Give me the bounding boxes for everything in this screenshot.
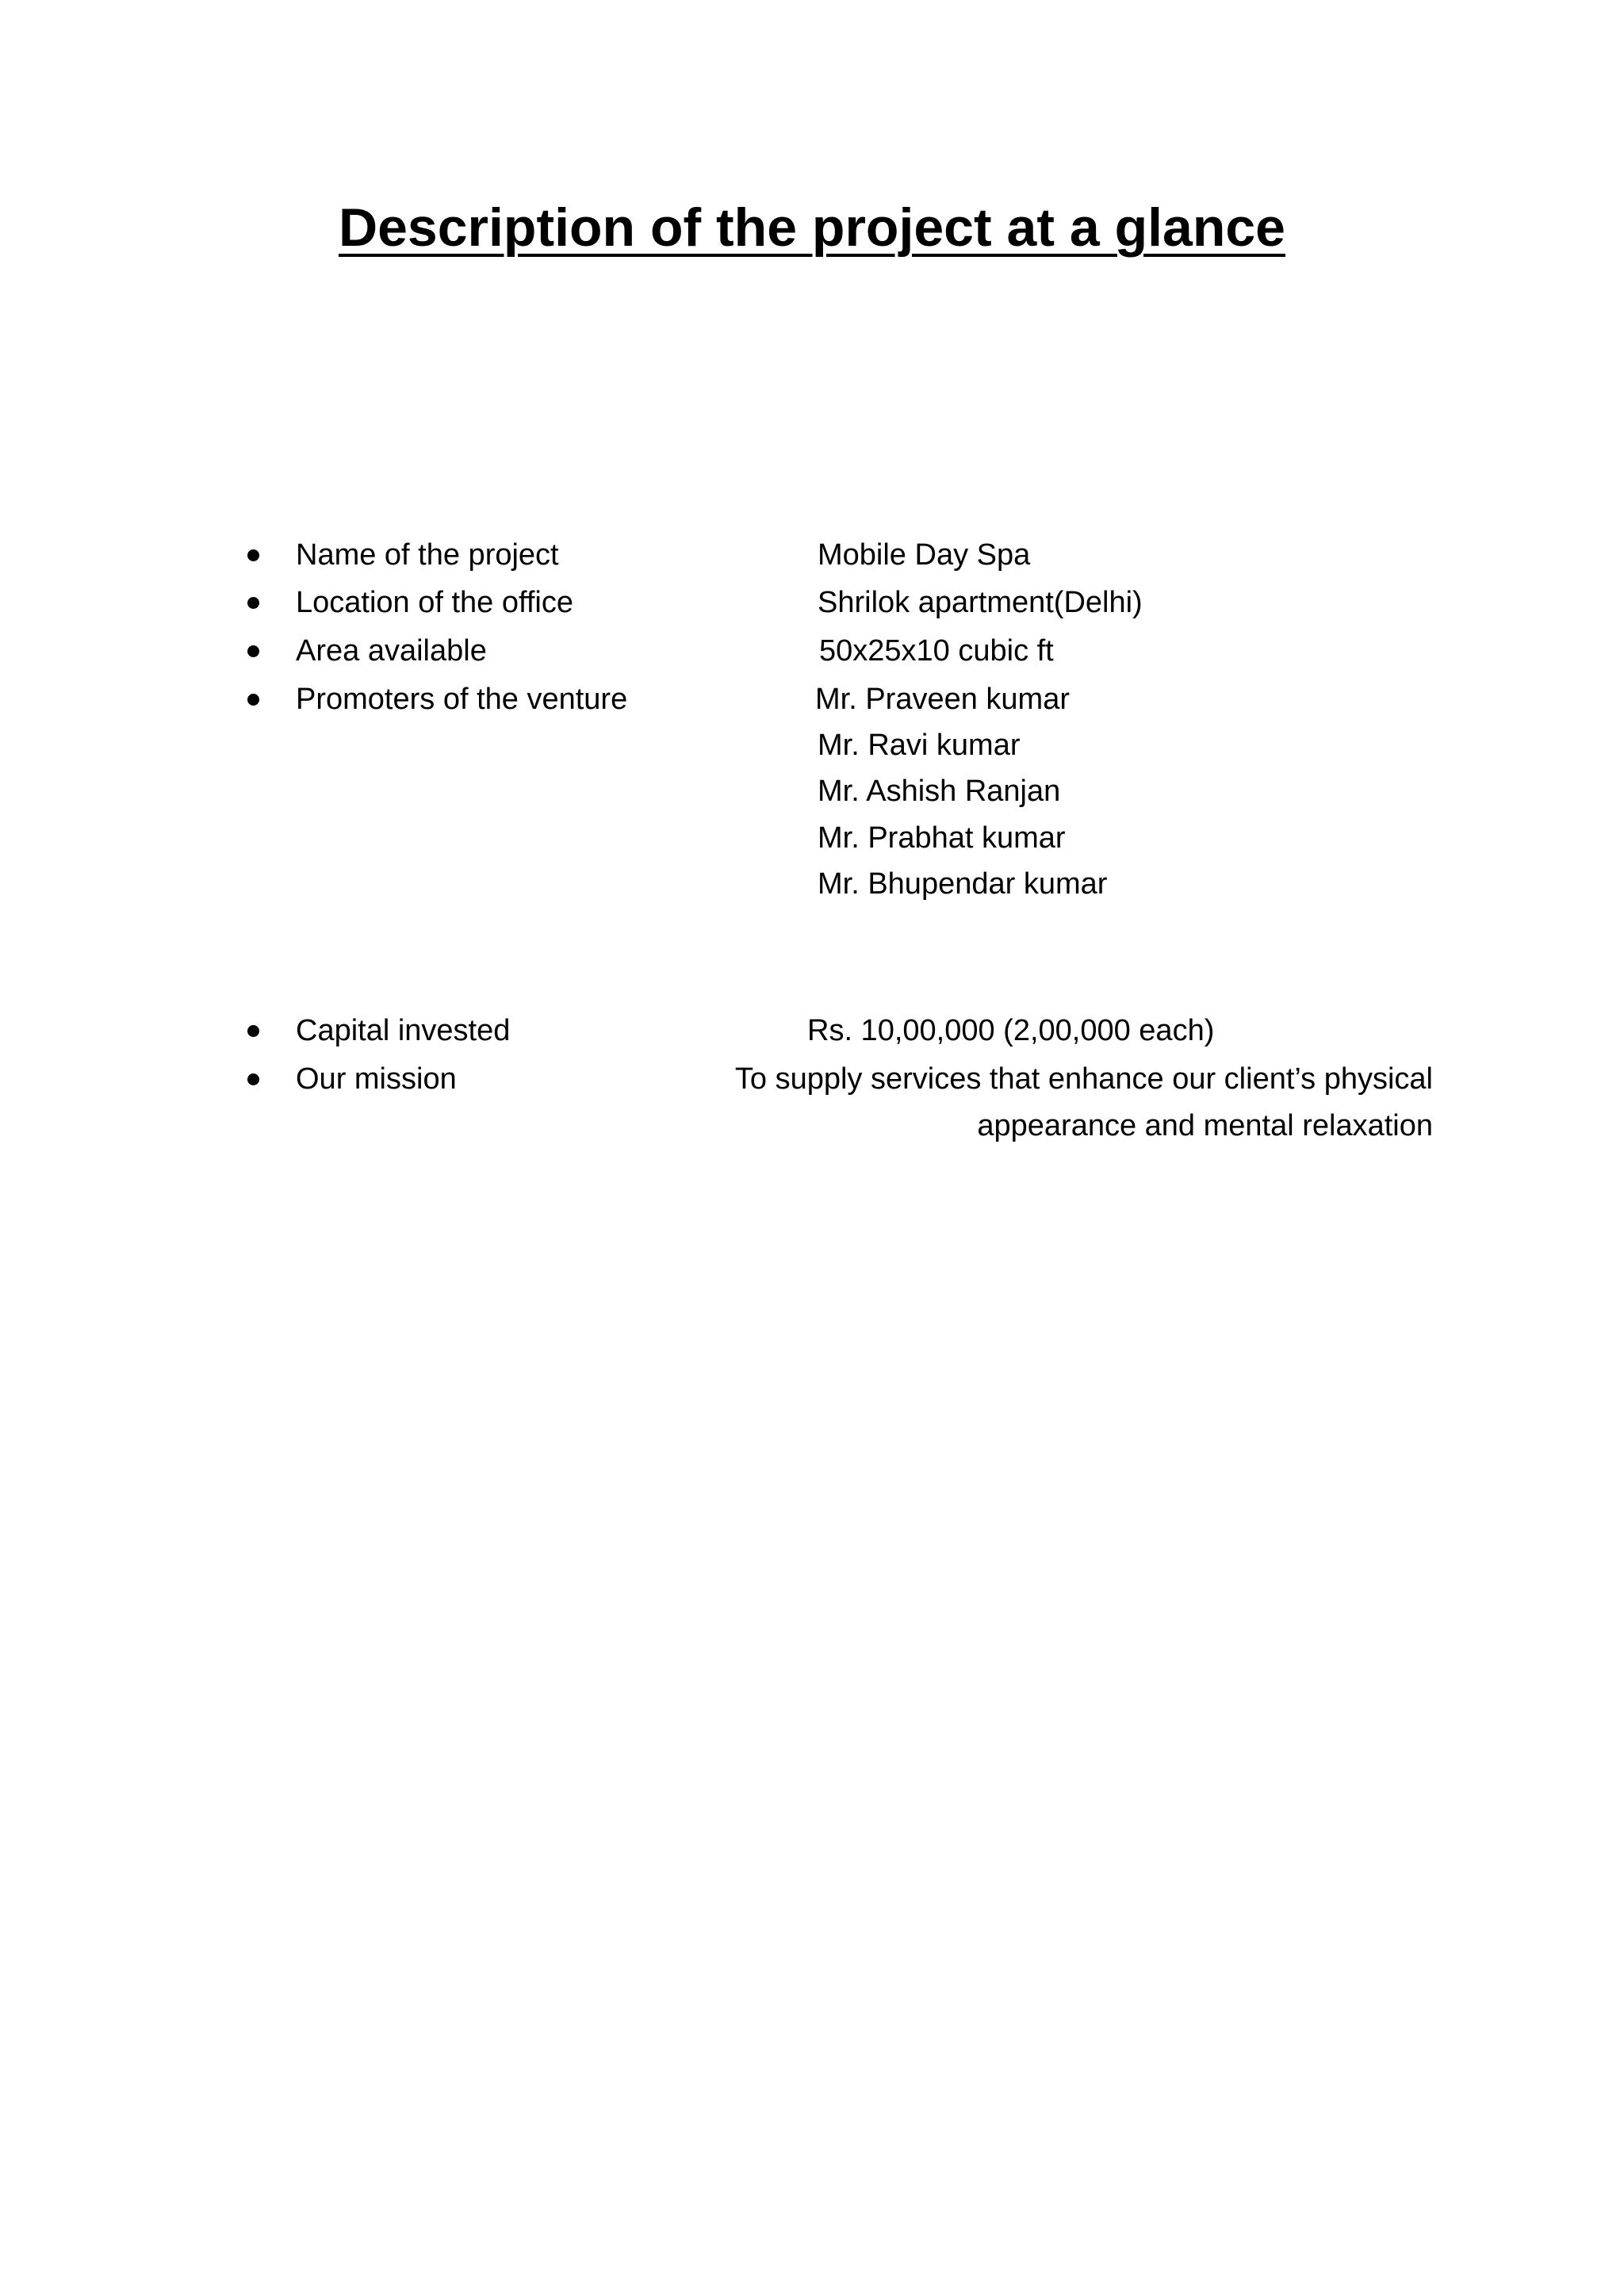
bullet-icon: [247, 645, 259, 657]
bullet-icon: [247, 1073, 259, 1085]
promoter-row: [0, 814, 1624, 862]
promoter-name: Mr. Bhupendar kumar: [818, 867, 1108, 901]
area-value: 50x25x10 cubic ft: [819, 634, 1054, 668]
list-item-capital: [0, 1007, 1624, 1054]
promoters-label: Promoters of the venture: [296, 683, 628, 716]
page-title: Description of the project at a glance: [338, 197, 1286, 258]
promoter-name: Mr. Ashish Ranjan: [818, 775, 1061, 808]
list-item-promoters: [0, 675, 1624, 723]
promoter-row: [0, 721, 1624, 769]
list-item-mission: [0, 1055, 1624, 1103]
bullet-icon: [247, 1025, 259, 1037]
area-label: Area available: [296, 634, 487, 668]
promoter-name: Mr. Praveen kumar: [815, 683, 1070, 716]
mission-label: Our mission: [296, 1062, 457, 1096]
list-item-area: [0, 627, 1624, 675]
office-location-value: Shrilok apartment(Delhi): [818, 586, 1143, 619]
list-item-project-name: [0, 531, 1624, 579]
promoter-name: Mr. Ravi kumar: [818, 729, 1021, 762]
mission-row: [0, 1102, 1624, 1150]
bullet-icon: [247, 597, 259, 609]
capital-label: Capital invested: [296, 1014, 511, 1047]
project-name-label: Name of the project: [296, 538, 559, 572]
promoter-name: Mr. Prabhat kumar: [818, 821, 1066, 855]
bullet-icon: [247, 694, 259, 706]
bullet-icon: [247, 549, 259, 561]
office-location-label: Location of the office: [296, 586, 573, 619]
capital-value: Rs. 10,00,000 (2,00,000 each): [807, 1014, 1215, 1047]
promoter-row: [0, 767, 1624, 815]
mission-text-line: appearance and mental relaxation: [977, 1109, 1433, 1142]
list-item-office-location: [0, 579, 1624, 626]
promoter-row: [0, 860, 1624, 908]
mission-text-line: To supply services that enhance our client’s physical: [734, 1062, 1433, 1096]
project-name-value: Mobile Day Spa: [818, 538, 1031, 572]
